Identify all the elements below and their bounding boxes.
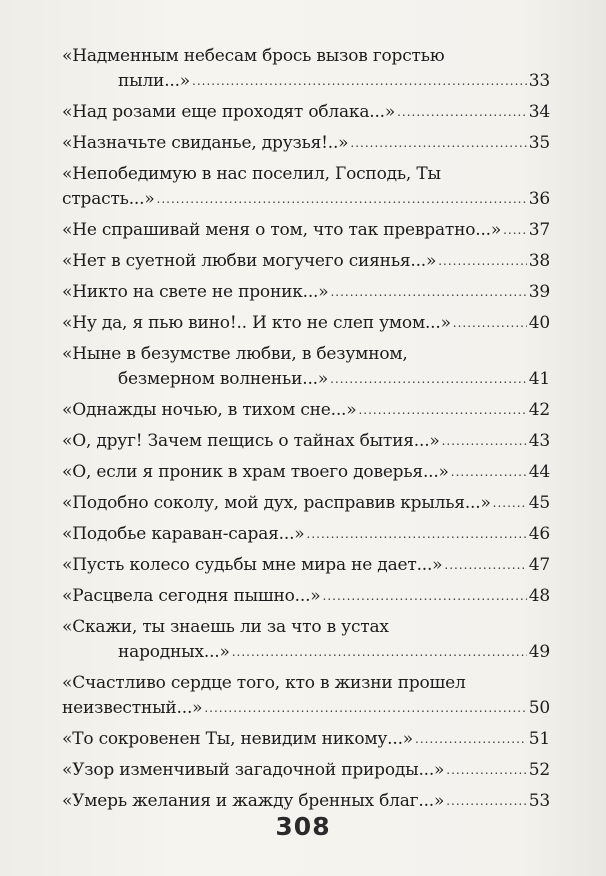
toc-entry-row [62, 249, 550, 275]
toc-entry-title-line: «Назначьте свиданье, друзья!..» [62, 133, 349, 153]
toc-entry-row [62, 367, 550, 393]
toc-page-number: 52 [528, 760, 550, 780]
toc-entry [62, 671, 550, 722]
dot-leader [442, 429, 527, 454]
toc-page-number: 48 [528, 586, 550, 606]
toc-page-number: 39 [528, 282, 550, 302]
toc-entry-row [62, 553, 550, 579]
toc-entry-row [62, 758, 550, 784]
toc-entry [62, 398, 550, 424]
toc-page-number: 45 [528, 493, 550, 513]
toc-entry [62, 522, 550, 548]
dot-leader [307, 522, 527, 547]
toc-page-number: 47 [528, 555, 550, 575]
toc-entry-title-line: «Непобедимую в нас поселил, Господь, Ты [62, 164, 441, 184]
toc-entry-row [62, 640, 550, 666]
toc-entry-title-line: «Расцвела сегодня пышно...» [62, 586, 321, 606]
dot-leader [503, 218, 527, 243]
toc-entry-title-line: «Подобье караван-сарая...» [62, 524, 305, 544]
dot-leader [330, 280, 526, 305]
toc-entry-title-line: «Умерь желания и жажду бренных благ...» [62, 791, 445, 811]
toc-page-number: 36 [528, 189, 550, 209]
toc-page-number: 44 [528, 462, 550, 482]
toc-page-number: 41 [528, 369, 550, 389]
page-number: 308 [275, 812, 331, 841]
toc-entry-title-line: безмерном волненьи...» [118, 369, 329, 389]
toc-entry-title-line: «Ну да, я пью вино!.. И кто не слеп умом...» [62, 313, 451, 333]
toc-page-number: 50 [528, 698, 550, 718]
toc-page-number: 35 [528, 133, 550, 153]
dot-leader [453, 311, 527, 336]
toc-entry-row [62, 429, 550, 455]
toc-entry [62, 100, 550, 126]
toc-page-number: 37 [528, 220, 550, 240]
toc-entry-title-line: «О, если я проник в храм твоего доверья...» [62, 462, 449, 482]
toc-entry-title-line: «Не спрашивай меня о том, что так превратно...» [62, 220, 502, 240]
dot-leader [323, 584, 527, 609]
toc-entry-title-line: «Подобно соколу, мой дух, расправив крылья...» [62, 493, 491, 513]
toc-entry [62, 249, 550, 275]
toc-entry [62, 758, 550, 784]
toc-page-number: 49 [528, 642, 550, 662]
toc-page-number: 38 [528, 251, 550, 271]
toc-entry [62, 460, 550, 486]
toc-entry-row [62, 218, 550, 244]
dot-leader [446, 789, 527, 814]
table-of-contents [62, 44, 550, 815]
toc-entry [62, 491, 550, 517]
toc-entry-row [62, 69, 550, 95]
dot-leader [444, 553, 526, 578]
toc-entry [62, 584, 550, 610]
dot-leader [192, 69, 527, 94]
toc-page-number: 53 [528, 791, 550, 811]
toc-entry-row [62, 280, 550, 306]
toc-entry-title-line: «Нет в суетной любви могучего сиянья...» [62, 251, 437, 271]
dot-leader [493, 491, 527, 516]
dot-leader [157, 187, 527, 212]
toc-entry-title-line: «Ныне в безумстве любви, в безумном, [62, 344, 408, 364]
toc-entry-title-line: «О, друг! Зачем пещись о тайнах бытия...» [62, 431, 440, 451]
toc-entry [62, 342, 550, 393]
toc-entry-title-line: народных...» [118, 642, 230, 662]
dot-leader [446, 758, 527, 783]
toc-entry [62, 162, 550, 213]
dot-leader [397, 100, 527, 125]
dot-leader [204, 696, 526, 721]
toc-entry-title-line: страсть...» [62, 189, 155, 209]
toc-page-number: 34 [528, 102, 550, 122]
toc-entry-title-line: «Надменным небесам брось вызов горстью [62, 46, 445, 66]
dot-leader [350, 131, 526, 156]
toc-entry-title-line: «Пусть колесо судьбы мне мира не дает...» [62, 555, 443, 575]
toc-entry [62, 429, 550, 455]
toc-entry [62, 553, 550, 579]
toc-entry-row [62, 696, 550, 722]
toc-entry-row [62, 522, 550, 548]
toc-entry [62, 727, 550, 753]
toc-page-number: 43 [528, 431, 550, 451]
dot-leader [358, 398, 526, 423]
toc-entry [62, 218, 550, 244]
toc-entry-row [62, 311, 550, 337]
dot-leader [232, 640, 527, 665]
toc-entry-row [62, 491, 550, 517]
toc-page-number: 33 [528, 71, 550, 91]
toc-entry-row [62, 584, 550, 610]
toc-entry-title-line: «Однажды ночью, в тихом сне...» [62, 400, 357, 420]
toc-entry-title-line: «Узор изменчивый загадочной природы...» [62, 760, 445, 780]
toc-entry [62, 131, 550, 157]
toc-entry-row [62, 727, 550, 753]
toc-page-number: 42 [528, 400, 550, 420]
toc-entry-row [62, 187, 550, 213]
toc-entry [62, 311, 550, 337]
toc-entry-title-line: пыли...» [118, 71, 191, 91]
toc-entry [62, 44, 550, 95]
toc-page-number: 51 [528, 729, 550, 749]
toc-entry-row [62, 131, 550, 157]
dot-leader [451, 460, 527, 485]
toc-entry-row [62, 100, 550, 126]
toc-entry [62, 280, 550, 306]
toc-entry-title-line: «Счастливо сердце того, кто в жизни прошел [62, 673, 466, 693]
dot-leader [330, 367, 527, 392]
toc-entry [62, 615, 550, 666]
toc-entry-title-line: «Никто на свете не проник...» [62, 282, 329, 302]
toc-page-number: 46 [528, 524, 550, 544]
dot-leader [415, 727, 527, 752]
toc-entry-row [62, 460, 550, 486]
toc-entry-title-line: «Над розами еще проходят облака...» [62, 102, 396, 122]
toc-entry-title-line: неизвестный...» [62, 698, 203, 718]
toc-entry-row [62, 398, 550, 424]
toc-entry-title-line: «Скажи, ты знаешь ли за что в устах [62, 617, 389, 637]
toc-page-number: 40 [528, 313, 550, 333]
toc-entry-title-line: «То сокровенен Ты, невидим никому...» [62, 729, 413, 749]
dot-leader [438, 249, 527, 274]
